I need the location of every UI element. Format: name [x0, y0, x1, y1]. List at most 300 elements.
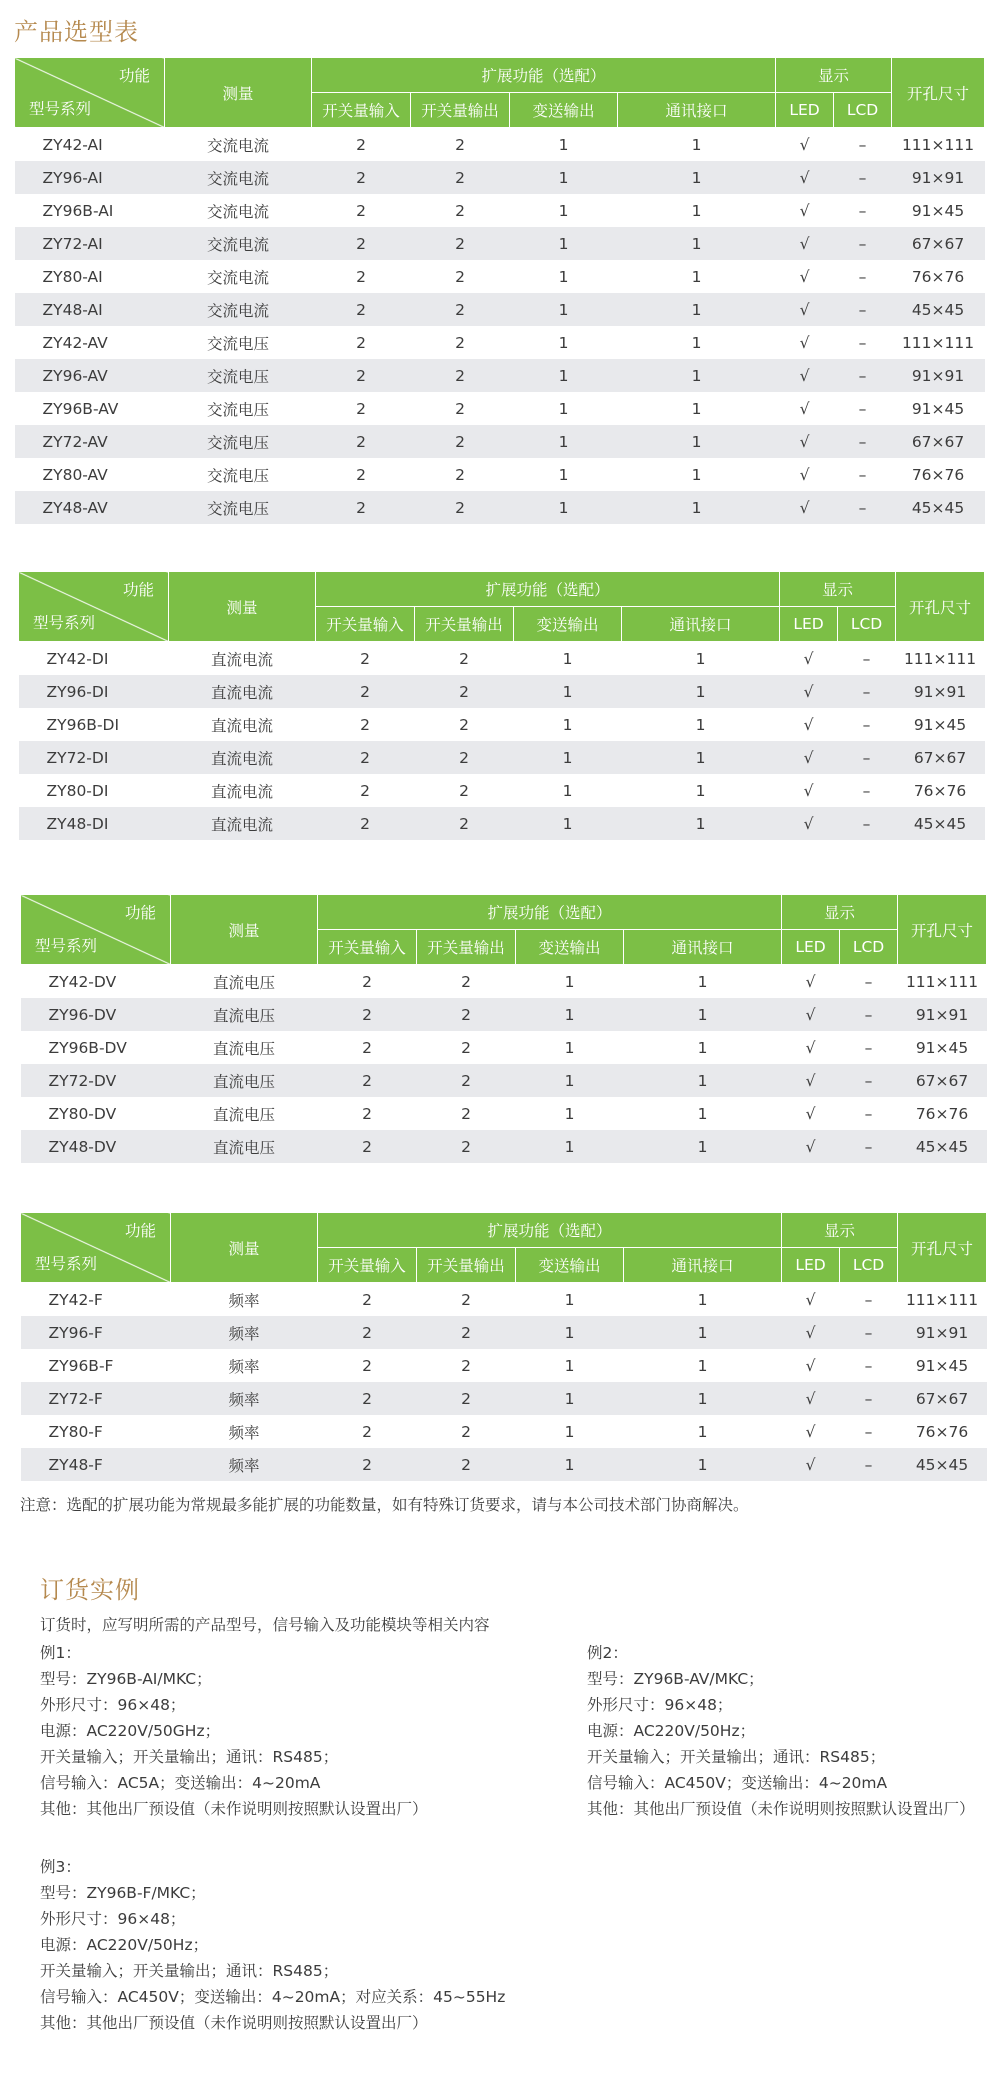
- cell-lcd: –: [858, 465, 867, 484]
- cell-switch-in: 2: [356, 465, 366, 484]
- cell-transmit-out: 1: [516, 1316, 624, 1349]
- cell-switch-out: 2: [459, 649, 469, 668]
- cell-switch-in: 2: [362, 1038, 372, 1057]
- cell-measure: 直流电流: [210, 650, 273, 669]
- cell-model: ZY80-F: [48, 1422, 103, 1441]
- header-lcd: LCD: [840, 1248, 898, 1283]
- table-row: [15, 458, 985, 491]
- cell-led: √: [799, 399, 810, 418]
- cell-measure: 交流电压: [165, 491, 312, 524]
- cell-measure: 频率: [228, 1357, 260, 1376]
- cell-led: √: [776, 293, 834, 326]
- cell-measure: 交流电压: [206, 334, 269, 353]
- cell-transmit-out: 1: [514, 741, 622, 774]
- cell-lcd: –: [834, 293, 892, 326]
- cell-transmit-out: 1: [558, 135, 569, 154]
- cell-led: √: [782, 1316, 840, 1349]
- cell-led: √: [799, 201, 810, 220]
- cell-lcd: –: [840, 998, 898, 1031]
- cell-transmit-out: 1: [564, 1356, 575, 1375]
- example-label: 例2：: [587, 1644, 628, 1662]
- cell-model: ZY96-AI: [15, 161, 165, 194]
- header-size: 开孔尺寸: [892, 58, 985, 128]
- cell-switch-out: 2: [461, 1356, 471, 1375]
- cell-led: √: [782, 998, 840, 1031]
- cell-transmit-out: 1: [510, 293, 618, 326]
- cell-switch-out: 2: [455, 333, 465, 352]
- example-line: 型号：ZY96B-AI/MKC；: [40, 1670, 212, 1688]
- cell-switch-out: 2: [455, 201, 465, 220]
- cell-cutout-size: 76×76: [915, 1422, 969, 1441]
- example-line: 其他：其他出厂预设值（未作说明则按照默认设置出厂）: [40, 2014, 428, 2032]
- cell-switch-in: 2: [316, 807, 415, 840]
- cell-cutout-size: 76×76: [911, 465, 965, 484]
- table-row: [15, 128, 985, 162]
- cell-led: √: [799, 267, 810, 286]
- cell-comm: 1: [691, 465, 702, 484]
- table-row: [21, 1382, 987, 1415]
- cell-model: ZY72-F: [21, 1382, 171, 1415]
- header-comm: 通讯接口: [618, 93, 776, 128]
- cell-measure: 频率: [228, 1423, 260, 1442]
- table-row: [15, 293, 985, 326]
- header-diagonal-cell: [19, 572, 169, 642]
- cell-switch-out: 2: [461, 972, 471, 991]
- cell-switch-out: 2: [411, 425, 510, 458]
- example-line: 开关量输入；开关量输出；通讯：RS485；: [587, 1748, 886, 1766]
- cell-comm: 1: [624, 998, 782, 1031]
- cell-model: ZY96B-F: [48, 1356, 114, 1375]
- cell-switch-in: 2: [356, 267, 366, 286]
- cell-comm: 1: [697, 1104, 708, 1123]
- table-row: [21, 1031, 987, 1064]
- example-line: 其他：其他出厂预设值（未作说明则按照默认设置出厂）: [587, 1800, 975, 1818]
- order-example-1: [40, 1640, 428, 1822]
- cell-lcd: –: [858, 399, 867, 418]
- cell-model: ZY72-AI: [15, 227, 165, 260]
- cell-switch-out: 2: [411, 227, 510, 260]
- cell-measure: 直流电压: [212, 1039, 275, 1058]
- cell-measure: 频率: [171, 1382, 318, 1415]
- cell-measure: 交流电压: [165, 425, 312, 458]
- cell-switch-out: 2: [461, 1104, 471, 1123]
- header-switch-in: 开关量输入: [316, 607, 415, 642]
- cell-led: √: [805, 1290, 816, 1309]
- cell-switch-in: 2: [356, 399, 366, 418]
- cell-transmit-out: 1: [558, 333, 569, 352]
- example-line: 外形尺寸：96×48；: [40, 1910, 186, 1928]
- cell-comm: 1: [691, 267, 702, 286]
- cell-model: ZY72-DV: [21, 1064, 171, 1097]
- cell-model: ZY42-F: [48, 1290, 103, 1309]
- order-example-3: [40, 1854, 505, 2036]
- cell-model: ZY80-DV: [48, 1104, 117, 1123]
- table-row: [19, 675, 985, 708]
- cell-lcd: –: [834, 359, 892, 392]
- header-switch-out: 开关量输出: [417, 1248, 516, 1283]
- cell-switch-in: 2: [362, 1290, 372, 1309]
- table-row: [21, 1097, 987, 1130]
- cell-transmit-out: 1: [562, 649, 573, 668]
- table-row: [19, 741, 985, 774]
- cell-cutout-size: 76×76: [915, 1104, 969, 1123]
- cell-switch-out: 2: [417, 1316, 516, 1349]
- header-measure: 测量: [171, 1213, 318, 1283]
- cell-model: ZY96-DI: [19, 675, 169, 708]
- header-measure: 测量: [165, 58, 312, 128]
- table-row: [15, 194, 985, 227]
- cell-lcd: –: [840, 1064, 898, 1097]
- cell-cutout-size: 91×45: [911, 399, 965, 418]
- table-row: [19, 642, 985, 676]
- example-label: 例3：: [40, 1858, 81, 1876]
- cell-switch-out: 2: [461, 1422, 471, 1441]
- cell-transmit-out: 1: [564, 1104, 575, 1123]
- header-display: 显示: [776, 58, 892, 93]
- cell-lcd: –: [834, 425, 892, 458]
- example-line: 型号：ZY96B-AV/MKC；: [587, 1670, 764, 1688]
- cell-led: √: [799, 135, 810, 154]
- cell-cutout-size: 67×67: [892, 425, 985, 458]
- cell-measure: 直流电流: [169, 807, 316, 840]
- cell-cutout-size: 45×45: [892, 491, 985, 524]
- cell-switch-in: 2: [312, 227, 411, 260]
- cell-measure: 直流电压: [212, 1105, 275, 1124]
- header-size: 开孔尺寸: [898, 1213, 987, 1283]
- cell-comm: 1: [691, 201, 702, 220]
- table-row: [21, 1130, 987, 1163]
- cell-cutout-size: 45×45: [898, 1130, 987, 1163]
- cell-comm: 1: [618, 425, 776, 458]
- cell-measure: 直流电流: [210, 782, 273, 801]
- cell-switch-out: 2: [411, 161, 510, 194]
- cell-model: ZY42-AI: [42, 135, 103, 154]
- cell-switch-out: 2: [415, 807, 514, 840]
- header-display: 显示: [782, 1213, 898, 1248]
- table-row: [21, 1283, 987, 1317]
- cell-transmit-out: 1: [516, 1064, 624, 1097]
- cell-led: √: [799, 333, 810, 352]
- header-switch-out: 开关量输出: [411, 93, 510, 128]
- cell-switch-in: 2: [356, 135, 366, 154]
- header-display: 显示: [782, 895, 898, 930]
- table-row: [21, 1064, 987, 1097]
- cell-switch-out: 2: [459, 715, 469, 734]
- cell-model: ZY96B-AI: [42, 201, 114, 220]
- header-lcd: LCD: [840, 930, 898, 965]
- cell-model: ZY48-F: [21, 1448, 171, 1481]
- header-comm: 通讯接口: [624, 930, 782, 965]
- cell-transmit-out: 1: [558, 267, 569, 286]
- table-row: [15, 491, 985, 524]
- header-switch-in: 开关量输入: [318, 930, 417, 965]
- cell-cutout-size: 91×45: [915, 1356, 969, 1375]
- cell-measure: 直流电压: [212, 973, 275, 992]
- header-measure: 测量: [171, 895, 318, 965]
- cell-transmit-out: 1: [516, 1130, 624, 1163]
- cell-model: ZY42-DV: [48, 972, 117, 991]
- header-func: 功能: [122, 581, 154, 599]
- cell-model: ZY48-AI: [15, 293, 165, 326]
- cell-led: √: [776, 227, 834, 260]
- cell-cutout-size: 67×67: [898, 1064, 987, 1097]
- order-example-2: [587, 1640, 975, 1822]
- cell-lcd: –: [838, 807, 896, 840]
- header-comm: 通讯接口: [624, 1248, 782, 1283]
- cell-switch-in: 2: [312, 491, 411, 524]
- cell-comm: 1: [618, 161, 776, 194]
- selection-table-f: [20, 1212, 987, 1481]
- table-row: [15, 161, 985, 194]
- cell-transmit-out: 1: [514, 675, 622, 708]
- cell-switch-in: 2: [312, 425, 411, 458]
- cell-lcd: –: [862, 781, 871, 800]
- cell-comm: 1: [624, 1316, 782, 1349]
- header-diagonal-cell: [21, 1213, 171, 1283]
- header-led: LED: [782, 930, 840, 965]
- table-row: [15, 359, 985, 392]
- cell-cutout-size: 45×45: [892, 293, 985, 326]
- cell-measure: 直流电压: [171, 998, 318, 1031]
- cell-measure: 直流电压: [171, 1130, 318, 1163]
- selection-table-di: [18, 571, 985, 840]
- cell-model: ZY96B-DV: [48, 1038, 127, 1057]
- cell-lcd: –: [858, 333, 867, 352]
- header-measure: 测量: [169, 572, 316, 642]
- cell-model: ZY48-AV: [15, 491, 165, 524]
- table-row: [15, 326, 985, 359]
- cell-switch-out: 2: [411, 491, 510, 524]
- table-row: [19, 708, 985, 741]
- cell-comm: 1: [697, 1290, 708, 1309]
- header-lcd: LCD: [834, 93, 892, 128]
- header-switch-in: 开关量输入: [318, 1248, 417, 1283]
- cell-lcd: –: [834, 491, 892, 524]
- cell-comm: 1: [697, 1038, 708, 1057]
- cell-cutout-size: 45×45: [896, 807, 985, 840]
- cell-transmit-out: 1: [510, 161, 618, 194]
- header-ext: 扩展功能（选配）: [318, 895, 782, 930]
- example-line: 信号输入：AC5A；变送输出：4~20mA: [40, 1774, 321, 1792]
- cell-led: √: [780, 741, 838, 774]
- cell-switch-in: 2: [312, 161, 411, 194]
- cell-switch-out: 2: [411, 293, 510, 326]
- cell-lcd: –: [864, 1038, 873, 1057]
- cell-comm: 1: [622, 807, 780, 840]
- table-row: [15, 425, 985, 458]
- cell-switch-in: 2: [362, 972, 372, 991]
- cell-model: ZY96B-DI: [46, 715, 120, 734]
- cell-cutout-size: 76×76: [913, 781, 967, 800]
- cell-led: √: [782, 1064, 840, 1097]
- cell-switch-out: 2: [459, 781, 469, 800]
- cell-cutout-size: 111×111: [901, 135, 975, 154]
- cell-switch-out: 2: [455, 135, 465, 154]
- cell-model: ZY48-DI: [19, 807, 169, 840]
- header-func: 功能: [124, 904, 156, 922]
- cell-cutout-size: 91×91: [898, 998, 987, 1031]
- header-series: 型号系列: [33, 614, 96, 632]
- cell-cutout-size: 67×67: [898, 1382, 987, 1415]
- cell-lcd: –: [864, 1356, 873, 1375]
- selection-note: 注意：选配的扩展功能为常规最多能扩展的功能数量，如有特殊订货要求，请与本公司技术部门协商解决。: [20, 1496, 749, 1514]
- header-func: 功能: [118, 67, 150, 85]
- cell-switch-in: 2: [316, 741, 415, 774]
- cell-comm: 1: [618, 293, 776, 326]
- cell-cutout-size: 91×45: [911, 201, 965, 220]
- cell-transmit-out: 1: [510, 425, 618, 458]
- cell-switch-out: 2: [417, 1448, 516, 1481]
- cell-comm: 1: [691, 135, 702, 154]
- cell-switch-out: 2: [415, 741, 514, 774]
- cell-led: √: [805, 1038, 816, 1057]
- cell-transmit-out: 1: [564, 1422, 575, 1441]
- cell-comm: 1: [624, 1448, 782, 1481]
- cell-led: √: [782, 1130, 840, 1163]
- cell-measure: 交流电流: [165, 161, 312, 194]
- cell-model: ZY96B-AV: [42, 399, 119, 418]
- cell-model: ZY48-DV: [21, 1130, 171, 1163]
- cell-measure: 直流电压: [171, 1064, 318, 1097]
- header-diagonal-cell: [21, 895, 171, 965]
- header-led: LED: [780, 607, 838, 642]
- cell-switch-in: 2: [362, 1356, 372, 1375]
- cell-switch-out: 2: [455, 267, 465, 286]
- cell-model: ZY42-DI: [46, 649, 109, 668]
- cell-lcd: –: [840, 1316, 898, 1349]
- cell-measure: 频率: [171, 1448, 318, 1481]
- header-led: LED: [776, 93, 834, 128]
- example-line: 电源：AC220V/50Hz；: [587, 1722, 756, 1740]
- cell-transmit-out: 1: [558, 399, 569, 418]
- cell-transmit-out: 1: [558, 201, 569, 220]
- table-row: [15, 392, 985, 425]
- table-row: [19, 774, 985, 807]
- header-comm: 通讯接口: [622, 607, 780, 642]
- cell-model: ZY42-AV: [42, 333, 108, 352]
- cell-lcd: –: [862, 715, 871, 734]
- cell-switch-out: 2: [455, 465, 465, 484]
- cell-measure: 交流电流: [206, 202, 269, 221]
- cell-led: √: [782, 1382, 840, 1415]
- cell-cutout-size: 45×45: [898, 1448, 987, 1481]
- cell-lcd: –: [858, 135, 867, 154]
- example-line: 外形尺寸：96×48；: [587, 1696, 733, 1714]
- cell-transmit-out: 1: [564, 1038, 575, 1057]
- cell-led: √: [803, 649, 814, 668]
- cell-comm: 1: [695, 781, 706, 800]
- cell-model: ZY96-DV: [21, 998, 171, 1031]
- cell-measure: 直流电流: [210, 716, 273, 735]
- cell-lcd: –: [838, 675, 896, 708]
- table-row: [19, 807, 985, 840]
- cell-comm: 1: [697, 1356, 708, 1375]
- example-line: 型号：ZY96B-F/MKC；: [40, 1884, 206, 1902]
- cell-switch-in: 2: [356, 201, 366, 220]
- header-transmit-out: 变送输出: [514, 607, 622, 642]
- cell-switch-out: 2: [411, 359, 510, 392]
- header-led: LED: [782, 1248, 840, 1283]
- table-row: [21, 998, 987, 1031]
- cell-comm: 1: [697, 972, 708, 991]
- cell-led: √: [780, 675, 838, 708]
- cell-lcd: –: [840, 1382, 898, 1415]
- cell-switch-in: 2: [362, 1422, 372, 1441]
- cell-switch-in: 2: [318, 1316, 417, 1349]
- cell-led: √: [780, 807, 838, 840]
- example-line: 外形尺寸：96×48；: [40, 1696, 186, 1714]
- header-size: 开孔尺寸: [898, 895, 987, 965]
- cell-switch-in: 2: [360, 715, 370, 734]
- cell-led: √: [805, 1356, 816, 1375]
- cell-model: ZY80-AV: [42, 465, 108, 484]
- order-title: 订货实例: [40, 1576, 140, 1604]
- header-lcd: LCD: [838, 607, 896, 642]
- cell-switch-in: 2: [316, 675, 415, 708]
- header-diagonal-cell: [15, 58, 165, 128]
- cell-transmit-out: 1: [564, 972, 575, 991]
- cell-model: ZY72-DI: [19, 741, 169, 774]
- cell-comm: 1: [622, 741, 780, 774]
- cell-transmit-out: 1: [562, 715, 573, 734]
- cell-cutout-size: 111×111: [905, 1290, 979, 1309]
- cell-measure: 直流电流: [169, 741, 316, 774]
- selection-table-dv: [20, 894, 987, 1163]
- cell-transmit-out: 1: [510, 491, 618, 524]
- selection-table-ac: [14, 57, 985, 524]
- cell-comm: 1: [624, 1064, 782, 1097]
- cell-lcd: –: [838, 741, 896, 774]
- cell-comm: 1: [618, 227, 776, 260]
- cell-cutout-size: 91×91: [892, 161, 985, 194]
- table-row: [15, 260, 985, 293]
- cell-cutout-size: 76×76: [911, 267, 965, 286]
- cell-switch-in: 2: [360, 781, 370, 800]
- cell-cutout-size: 91×91: [898, 1316, 987, 1349]
- cell-transmit-out: 1: [516, 998, 624, 1031]
- cell-transmit-out: 1: [514, 807, 622, 840]
- cell-lcd: –: [834, 161, 892, 194]
- cell-transmit-out: 1: [564, 1290, 575, 1309]
- cell-switch-out: 2: [455, 399, 465, 418]
- cell-switch-in: 2: [318, 1064, 417, 1097]
- cell-switch-in: 2: [318, 1382, 417, 1415]
- cell-led: √: [782, 1448, 840, 1481]
- header-series: 型号系列: [35, 937, 98, 955]
- cell-measure: 交流电流: [165, 293, 312, 326]
- cell-measure: 交流电流: [206, 136, 269, 155]
- cell-measure: 交流电压: [206, 466, 269, 485]
- section-title: 产品选型表: [14, 18, 139, 46]
- cell-switch-out: 2: [417, 1064, 516, 1097]
- cell-switch-in: 2: [356, 333, 366, 352]
- cell-switch-out: 2: [417, 998, 516, 1031]
- cell-comm: 1: [695, 649, 706, 668]
- cell-led: √: [805, 972, 816, 991]
- header-switch-out: 开关量输出: [417, 930, 516, 965]
- header-series: 型号系列: [35, 1255, 98, 1273]
- table-row: [21, 1316, 987, 1349]
- cell-led: √: [776, 491, 834, 524]
- cell-led: √: [803, 781, 814, 800]
- cell-measure: 交流电压: [165, 359, 312, 392]
- table-row: [21, 1415, 987, 1448]
- cell-comm: 1: [691, 333, 702, 352]
- cell-lcd: –: [862, 649, 871, 668]
- cell-measure: 交流电流: [206, 268, 269, 287]
- cell-comm: 1: [624, 1130, 782, 1163]
- cell-model: ZY96-F: [21, 1316, 171, 1349]
